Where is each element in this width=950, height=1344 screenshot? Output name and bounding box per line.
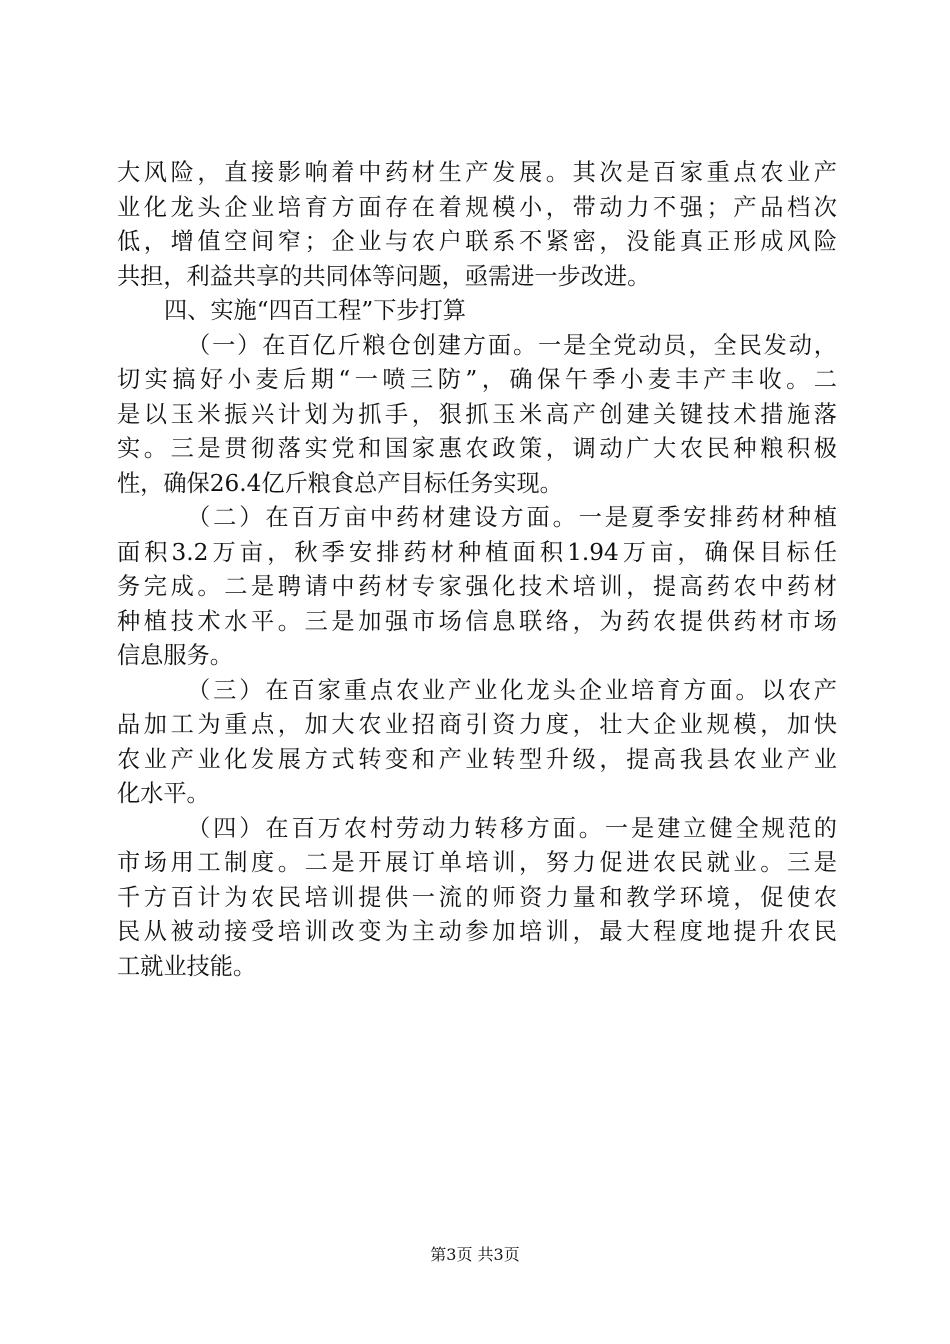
text-line: 品加工为重点，加大农业招商引资力度，壮大企业规模，加快 [117,711,837,738]
text-line: 低，增值空间窄；企业与农户联系不紧密，没能真正形成风险 [117,228,837,255]
text-line: 务完成。二是聘请中药材专家强化技术培训，提高药农中药材 [117,573,837,600]
text-line: 市场用工制度。二是开展订单培训，努力促进农民就业。三是 [117,849,837,876]
text-line: 信息服务。 [117,642,233,669]
text-line: 共担，利益共享的共同体等问题，亟需进一步改进。 [117,262,651,290]
text-line: 种植技术水平。三是加强市场信息联络，为药农提供药材市场 [117,607,837,635]
text-line: 面积3.2万亩，秋季安排药材种植面积1.94万亩，确保目标任 [117,538,837,566]
text-line: 千方百计为农民培训提供一流的师资力量和教学环境，促使农 [117,883,837,911]
body-text [117,156,837,984]
text-line: 大风险，直接影响着中药材生产发展。其次是百家重点农业产 [117,159,837,186]
text-line: （一）在百亿斤粮仓创建方面。一是全党动员，全民发动， [187,331,837,359]
text-line: （四）在百万农村劳动力转移方面。一是建立健全规范的 [187,814,837,842]
text-line: 工就业技能。 [117,952,257,980]
text-line: 切实搞好小麦后期“一喷三防”，确保午季小麦丰产丰收。二 [117,366,837,393]
section-heading: 四、实施“四百工程”下步打算 [164,297,466,324]
text-line: 化水平。 [117,780,210,807]
text-line: （三）在百家重点农业产业化龙头企业培育方面。以农产 [187,676,837,704]
text-line: 是以玉米振兴计划为抓手，狠抓玉米高产创建关键技术措施落 [117,400,837,428]
text-line: （二）在百万亩中药材建设方面。一是夏季安排药材种植 [187,504,837,531]
text-line: 农业产业化发展方式转变和产业转型升级，提高我县农业产业 [117,745,837,773]
text-line: 实。三是贯彻落实党和国家惠农政策，调动广大农民种粮积极 [117,435,837,462]
text-line: 民从被动接受培训改变为主动参加培训，最大程度地提升农民 [117,918,837,945]
text-line: 性，确保26.4亿斤粮食总产目标任务实现。 [117,469,563,497]
text-line: 业化龙头企业培育方面存在着规模小，带动力不强；产品档次 [117,193,837,221]
page-number-footer: 第3页 共3页 [430,1245,520,1264]
